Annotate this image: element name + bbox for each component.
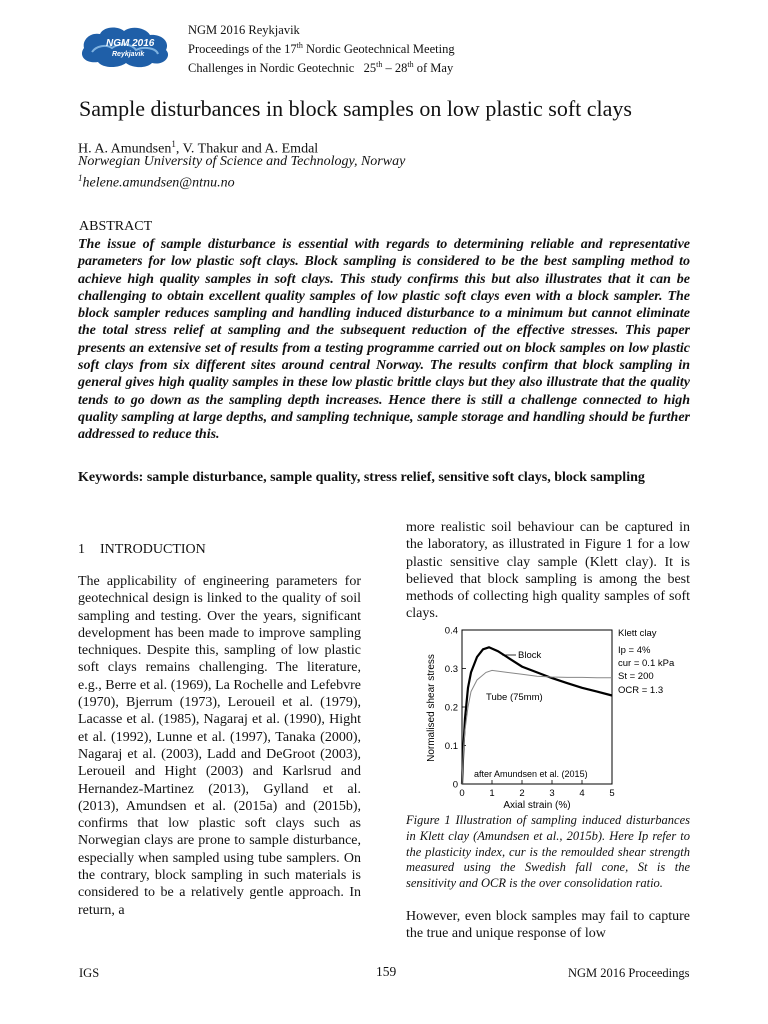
- keywords: Keywords: sample disturbance, sample quality, stress relief, sensitive soft clays, block sampling: [78, 470, 645, 485]
- series-label-block: Block: [518, 650, 542, 661]
- paper-title: Sample disturbances in block samples on low plastic soft clays: [79, 96, 632, 121]
- header-line-3: Challenges in Nordic Geotechnic 25th – 28th of May: [188, 60, 454, 76]
- x-tick-label: 0: [459, 788, 465, 799]
- figure-caption: Figure 1 Illustration of sampling induced disturbances in Klett clay (Amundsen et al., 2015b). Here Ip refer to the plasticity index, cur is the remoulded shear strength measured using the Swedish fall cone, St is the sensitivity and OCR is the over consolidation ratio.: [406, 813, 690, 891]
- y-tick-label: 0.2: [444, 702, 458, 714]
- abstract-body: The issue of sample disturbance is essential with regards to determining reliable and representative parameters for low plastic soft clays. Block sampling is considered to be the best sampling method to achieve high quality samples in soft clays. This study confirms this but also illustrates that it can be challenging to obtain excellent quality samples of low plastic soft clays even with a block sampler. The block sampler reduces sampling and handling induced disturbance to a minimum but cannot eliminate the total stress relief at sampling and the subsequent reduction of the effective stresses. This paper presents an extensive set of results from a testing programme carried out on block samples on low plastic soft clays from six different sites around central Norway. The results confirm that block sampling in general gives high quality samples in these low plastic brittle clays but they also illustrate that the quality tends to go down as the sampling depth increases. Hence there is still a challenge connected to high quality sampling at large depths, and sampling technique, sample storage and handling should be further addressed to reduce this.: [78, 237, 690, 443]
- x-axis-label: Axial strain (%): [503, 800, 571, 811]
- legend-cur: cur = 0.1 kPa: [618, 658, 675, 669]
- intro-right-column-top: more realistic soil behaviour can be captured in the laboratory, as illustrated in Figure 1 for a low plastic sensitive clay sample (Klett clay). It is believed that block sampling is among the best methods of collecting high quality samples of soft clays.: [406, 520, 690, 622]
- legend-ocr: OCR = 1.3: [618, 685, 664, 696]
- affiliation: Norwegian University of Science and Technology, Norway: [78, 154, 406, 169]
- conference-header: [188, 22, 455, 76]
- ngm-logo: [76, 22, 180, 70]
- header-line-2: Proceedings of the 17th Nordic Geotechnical Meeting: [188, 41, 455, 57]
- x-tick-label: 1: [489, 788, 495, 799]
- y-tick-label: 0.3: [444, 664, 458, 675]
- x-tick-label: 3: [549, 788, 555, 799]
- header-line-1: NGM 2016 Reykjavik: [188, 23, 300, 37]
- y-tick-label: 0.1: [444, 741, 458, 752]
- abstract-heading: ABSTRACT: [79, 219, 153, 234]
- series-line-block: [462, 647, 612, 784]
- series-line-tube: [462, 670, 612, 784]
- x-tick-label: 2: [519, 788, 525, 799]
- logo-subtext: Reykjavik: [112, 51, 145, 58]
- y-tick-label: 0.4: [444, 625, 458, 637]
- footer-left: IGS: [79, 966, 100, 980]
- x-tick-label: 4: [579, 788, 585, 799]
- y-tick-label: 0: [452, 779, 458, 791]
- legend-st: St = 200: [618, 671, 654, 682]
- author-email: $^1$helene.amundsen@ntnu.no: [78, 173, 235, 191]
- figure-1-chart: [412, 622, 692, 812]
- y-axis-label: Normalised shear stress: [426, 654, 437, 762]
- legend-title: Klett clay: [618, 628, 657, 639]
- section-heading: 1 INTRODUCTION: [78, 542, 206, 557]
- intro-right-column-bottom: However, even block samples may fail to capture the true and unique response of low: [406, 909, 690, 942]
- intro-left-column: The applicability of engineering parameters for geotechnical design is linked to the quality of soil sampling and testing. Over the years, significant development has been made to improve sampling techniques. Despite this, sampling of low plastic soft clays remains challenging. The literature, e.g., Berre et al. (1969), La Rochelle and Lefebvre (1970), Bjerrum (1973), Leroueil et al. (1979), Lacasse et al. (1985), Nagaraj et al. (1990), Hight et al. (1992), Lunne et al. (1997), Tanaka (2000), Nagaraj et al. (2003), Ladd and DeGroot (2003), Leroueil and Hight (2003) and Karlsrud and Hernandez-Martinez (2013), Gylland et al. (2013), Amundsen et al. (2015a) and (2015b), confirms that low plastic soft clays such as Norwegian clays are prone to sample disturbance, especially when sampled using tube samplers. On the contrary, block sampling in such materials is considered to be a relatively gentle approach. In return, a: [78, 574, 361, 918]
- legend-ip: Ip = 4%: [618, 645, 651, 656]
- source-note: after Amundsen et al. (2015): [474, 769, 588, 779]
- footer-right: NGM 2016 Proceedings: [568, 966, 690, 980]
- x-tick-label: 5: [609, 788, 615, 799]
- series-label-tube: Tube (75mm): [486, 692, 543, 703]
- logo-text: NGM 2016: [106, 38, 155, 49]
- page-number: 159: [376, 964, 397, 979]
- authors: H. A. Amundsen$^1$, V. Thakur and A. Emdal: [78, 139, 319, 157]
